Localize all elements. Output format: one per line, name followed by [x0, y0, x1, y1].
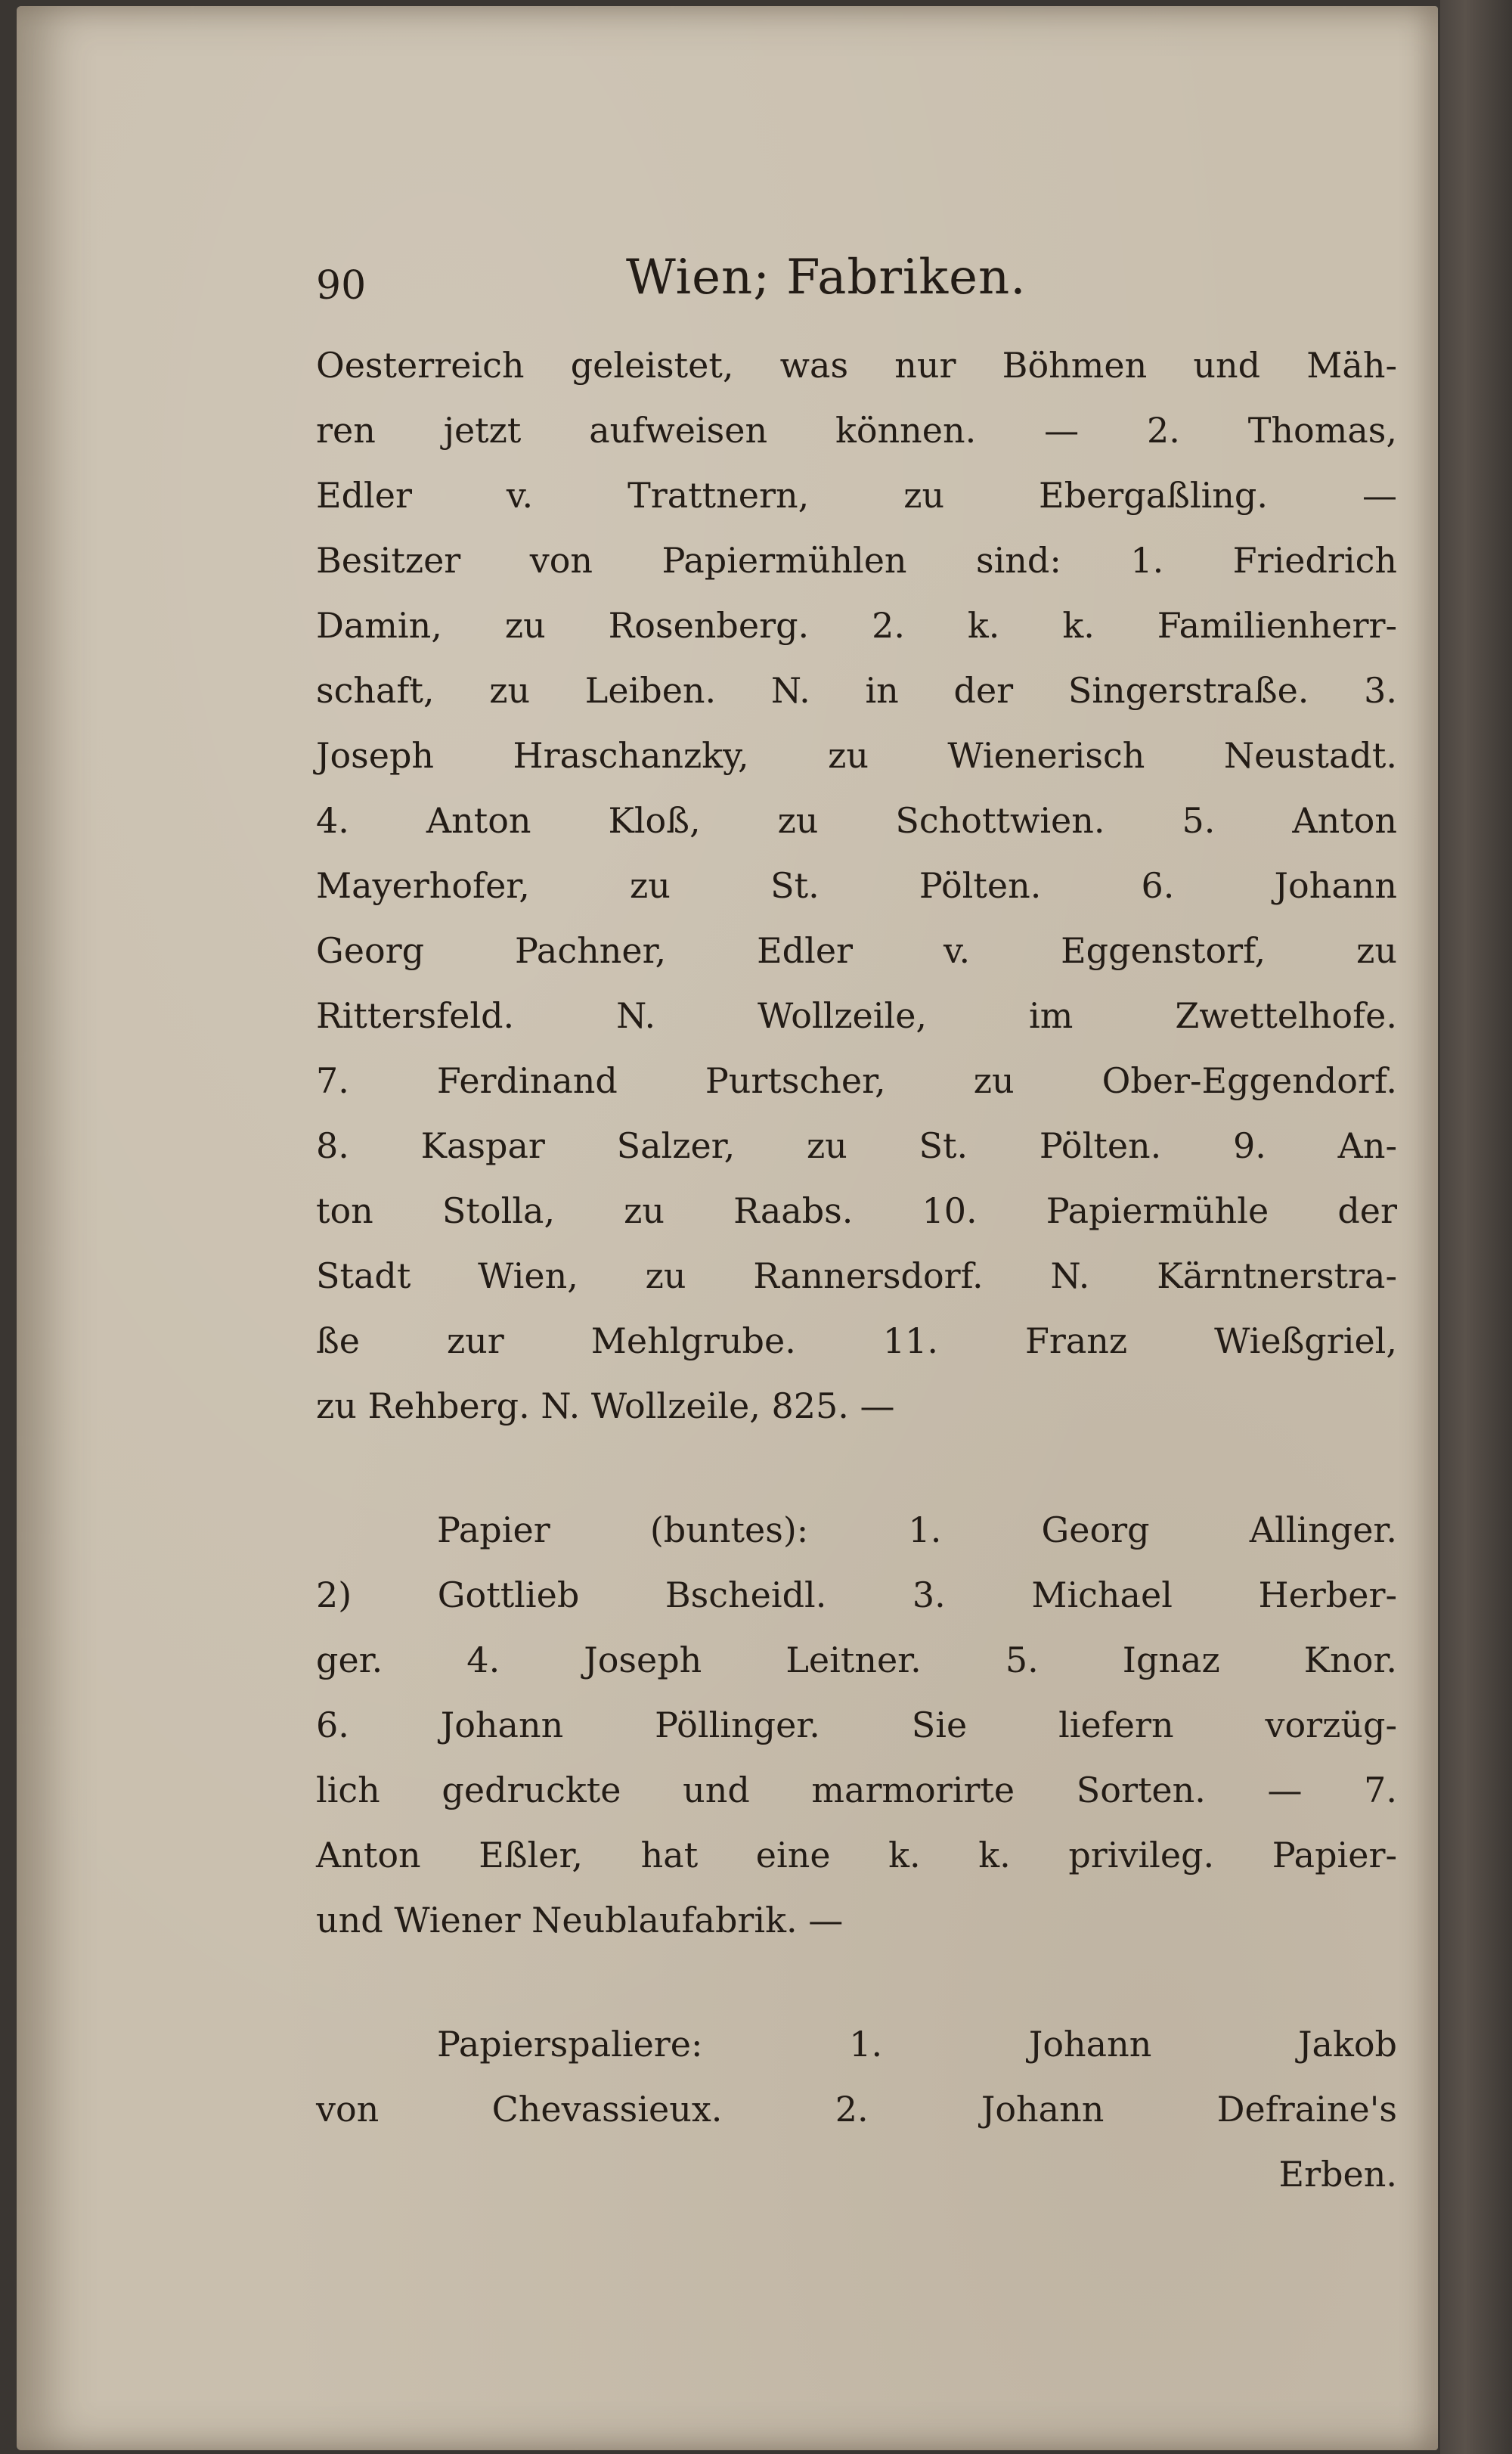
text-line: Besitzer von Papiermühlen sind: 1. Friedrich: [316, 540, 1397, 581]
page-number: 90: [316, 263, 367, 309]
text-line: Stadt Wien, zu Rannersdorf. N. Kärntnerstra-: [316, 1255, 1397, 1296]
text-line: Anton Eßler, hat eine k. k. privileg. Papier-: [316, 1835, 1397, 1875]
paragraph-2: [316, 1497, 1397, 1953]
page-header: [316, 250, 1397, 333]
text-line: 4. Anton Kloß, zu Schottwien. 5. Anton: [316, 800, 1397, 841]
paragraph-1: [316, 333, 1397, 1438]
text-line: Rittersfeld. N. Wollzeile, im Zwettelhofe.: [316, 995, 1397, 1036]
text-line: 7. Ferdinand Purtscher, zu Ober-Eggendorf.: [316, 1060, 1397, 1101]
text-line: ger. 4. Joseph Leitner. 5. Ignaz Knor.: [316, 1640, 1397, 1680]
text-line: Edler v. Trattnern, zu Ebergaßling. —: [316, 475, 1397, 516]
text-line: Damin, zu Rosenberg. 2. k. k. Familienherr-: [316, 605, 1397, 646]
text-line: Papierspaliere: 1. Johann Jakob: [437, 2024, 1397, 2065]
text-line: Erben.: [1278, 2154, 1397, 2195]
text-line: Joseph Hraschanzky, zu Wienerisch Neustadt.: [316, 735, 1397, 776]
text-line: ße zur Mehlgrube. 11. Franz Wießgriel,: [316, 1320, 1397, 1361]
text-line: ren jetzt aufweisen können. — 2. Thomas,: [316, 410, 1397, 451]
paragraph-gap: [316, 1953, 1397, 2012]
page-text: [316, 250, 1397, 2207]
text-line: 8. Kaspar Salzer, zu St. Pölten. 9. An-: [316, 1125, 1397, 1166]
paragraph-gap: [316, 1438, 1397, 1497]
book-cover-edge: [1440, 0, 1512, 2454]
text-line: Georg Pachner, Edler v. Eggenstorf, zu: [316, 930, 1397, 971]
text-line: lich gedruckte und marmorirte Sorten. — 7.: [316, 1770, 1397, 1810]
paragraph-3: [316, 2012, 1397, 2207]
running-head: Wien; Fabriken.: [626, 250, 1027, 306]
text-line: schaft, zu Leiben. N. in der Singerstraße. 3.: [316, 670, 1397, 711]
text-line: Oesterreich geleistet, was nur Böhmen und Mäh-: [316, 345, 1397, 386]
text-line: 2) Gottlieb Bscheidl. 3. Michael Herber-: [316, 1574, 1397, 1615]
text-line: zu Rehberg. N. Wollzeile, 825. —: [316, 1385, 895, 1426]
text-line: 6. Johann Pöllinger. Sie liefern vorzüg-: [316, 1705, 1397, 1745]
text-line: von Chevassieux. 2. Johann Defraine's: [316, 2089, 1397, 2130]
text-line: und Wiener Neublaufabrik. —: [316, 1900, 844, 1941]
text-line: ton Stolla, zu Raabs. 10. Papiermühle der: [316, 1190, 1397, 1231]
text-line: Papier (buntes): 1. Georg Allinger.: [437, 1509, 1397, 1550]
text-line: Mayerhofer, zu St. Pölten. 6. Johann: [316, 865, 1397, 906]
